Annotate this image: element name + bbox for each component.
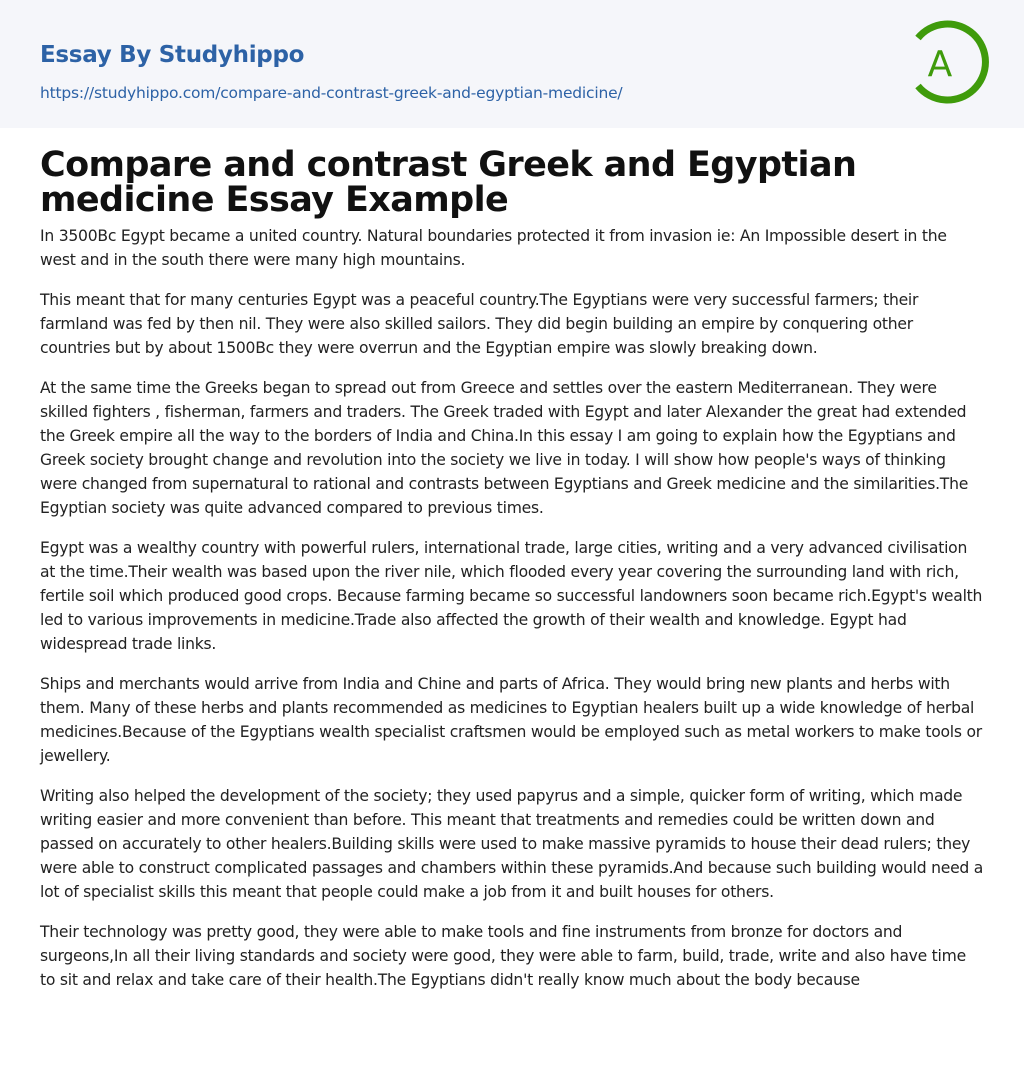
- logo-letter: A: [927, 44, 953, 85]
- paragraph: At the same time the Greeks began to spread out from Greece and settles over the eastern Mediterranean. They were skilled fighters , fisherman, farmers and traders. The Greek traded with Egypt and later Alexander the great had extended the Greek empire all the way to the borders of India and China.In this essay I am going to explain how the Egyptians and Greek society brought change and revolution into the society we live in today. I will show how people's ways of thinking were changed from supernatural to rational and contrasts between Egyptians and Greek medicine and the similarities.The Egyptian society was quite advanced compared to previous times.: [40, 379, 969, 517]
- paragraph: Egypt was a wealthy country with powerful rulers, international trade, large cities, writing and a very advanced civilisation at the time.Their wealth was based upon the river nile, which flooded every year covering the surrounding land with rich, fertile soil which produced good crops. Because farming became so successful landowners soon became rich.Egypt's wealth led to various improvements in medicine.Trade also affected the growth of their wealth and knowledge. Egypt had widespread trade links.: [40, 539, 983, 653]
- site-header: [0, 0, 1024, 128]
- paragraph: This meant that for many centuries Egypt was a peaceful country.The Egyptians were very successful farmers; their farmland was fed by then nil. They were also skilled sailors. They did begin building an empire by conquering other countries but by about 1500Bc they were overrun and the Egyptian empire was slowly breaking down.: [40, 291, 919, 357]
- article: [0, 145, 1024, 992]
- paragraph: Writing also helped the development of the society; they used papyrus and a simple, quicker form of writing, which made writing easier and more convenient than before. This meant that treatments and remedies could be written down and passed on accurately to other healers.Building skills were used to make massive pyramids to house their dead rulers; they were able to construct complicated passages and chambers within these pyramids.And because such building would need a lot of specialist skills this meant that people could make a job from it and built houses for others.: [40, 787, 984, 901]
- site-brand: Essay By Studyhippo: [40, 42, 305, 68]
- paragraph: Their technology was pretty good, they were able to make tools and fine instruments from bronze for doctors and surgeons,In all their living standards and society were good, they were able to farm, build, trade, write and also have time to sit and relax and take care of their health.The Egyptians didn't really know much about the body because: [40, 923, 966, 989]
- paragraph: Ships and merchants would arrive from India and Chine and parts of Africa. They would bring new plants and herbs with them. Many of these herbs and plants recommended as medicines to Egyptian healers built up a wide knowledge of herbal medicines.Because of the Egyptians wealth specialist craftsmen would be employed such as metal workers to make tools or jewellery.: [40, 675, 982, 765]
- studyhippo-logo-icon[interactable]: [906, 18, 990, 106]
- essay-url-link[interactable]: https://studyhippo.com/compare-and-contrast-greek-and-egyptian-medicine/: [40, 84, 623, 102]
- paragraph: In 3500Bc Egypt became a united country. Natural boundaries protected it from invasion ie: An Impossible desert in the west and in the south there were many high mountains.: [40, 227, 947, 269]
- page-title: Compare and contrast Greek and Egyptian medicine Essay Example: [40, 145, 857, 220]
